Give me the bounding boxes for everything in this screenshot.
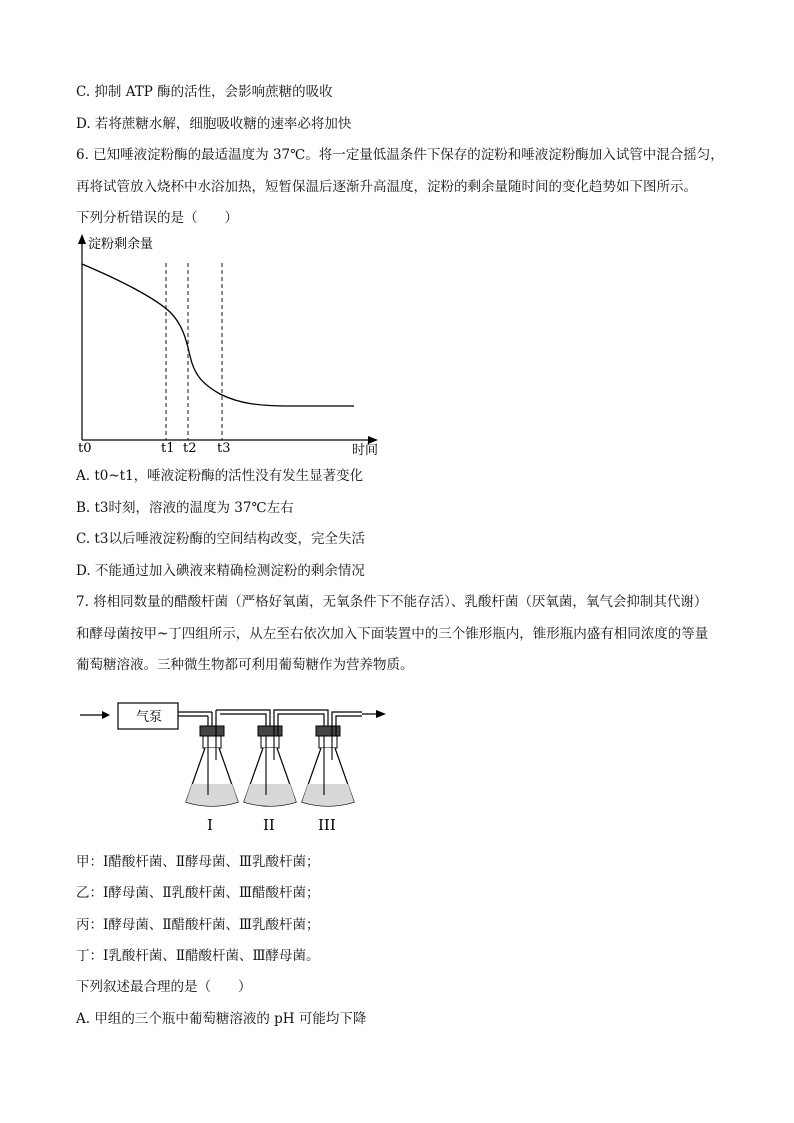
flask-apparatus-diagram (70, 690, 400, 835)
inlet-arrow-head (102, 711, 110, 719)
q7-ask: 下列叙述最合理的是（ ） (76, 979, 252, 995)
q7-group-bing: 丙：Ⅰ酵母菌、Ⅱ醋酸杆菌、Ⅲ乳酸杆菌； (76, 917, 320, 933)
option-c-prev: C. 抑制 ATP 酶的活性，会影响蔗糖的吸收 (76, 84, 333, 100)
q6-option-b: B. t3时刻，溶液的温度为 37℃左右 (76, 500, 294, 516)
q7-stem-line3: 葡萄糖溶液。三种微生物都可利用葡萄糖作为营养物质。 (76, 657, 414, 673)
q7-option-a: A. 甲组的三个瓶中葡萄糖溶液的 pH 可能均下降 (76, 1011, 367, 1027)
t2-label: t2 (183, 441, 197, 456)
tube-1-2-bridge (216, 710, 270, 726)
outlet-arrow-head (376, 710, 386, 718)
q6-option-c: C. t3以后唾液淀粉酶的空间结构改变，完全失活 (76, 531, 365, 547)
flask-1 (186, 712, 238, 806)
starch-remaining-graph (60, 228, 390, 460)
q7-group-yi: 乙：Ⅰ酵母菌、Ⅱ乳酸杆菌、Ⅲ醋酸杆菌； (76, 885, 320, 901)
flask-2 (244, 726, 296, 806)
outlet-tube (332, 712, 362, 736)
q7-group-ding: 丁：Ⅰ乳酸杆菌、Ⅱ醋酸杆菌、Ⅲ酵母菌。 (76, 948, 320, 964)
t1-label: t1 (161, 441, 175, 456)
flask-3 (302, 726, 354, 806)
q7-stem-line2: 和酵母菌按甲~丁四组所示，从左至右依次加入下面装置中的三个锥形瓶内，锥形瓶内盛有相同浓度的等量 (76, 626, 709, 642)
q6-option-a: A. t0~t1，唾液淀粉酶的活性没有发生显著变化 (76, 468, 364, 484)
y-axis-arrow (78, 234, 86, 244)
flask-label-1: I (207, 816, 213, 834)
air-pump-label: 气泵 (136, 710, 163, 725)
option-d-prev: D. 若将蔗糖水解，细胞吸收糖的速率必将加快 (76, 116, 352, 132)
q6-stem-line3: 下列分析错误的是（ ） (76, 210, 238, 226)
y-axis-label: 淀粉剩余量 (88, 237, 154, 252)
q6-stem-line1: 6. 已知唾液淀粉酶的最适温度为 37℃。将一定量低温条件下保存的淀粉和唾液淀粉酶加入试管中混合摇匀， (76, 147, 724, 163)
q6-option-d: D. 不能通过加入碘液来精确检测淀粉的剩余情况 (76, 563, 365, 579)
q6-stem-line2: 再将试管放入烧杯中水浴加热，短暂保温后逐渐升高温度，淀粉的剩余量随时间的变化趋势如下图所示。 (76, 179, 697, 195)
q7-group-jia: 甲：Ⅰ醋酸杆菌、Ⅱ酵母菌、Ⅲ乳酸杆菌； (76, 854, 320, 870)
t0-label: t0 (78, 441, 92, 456)
x-axis-label: 时间 (352, 443, 379, 458)
flask-label-2: II (263, 816, 275, 834)
t3-label: t3 (217, 441, 231, 456)
flask-label-3: III (318, 816, 336, 834)
starch-curve (82, 264, 354, 406)
q7-stem-line1: 7. 将相同数量的醋酸杆菌（严格好氧菌，无氧条件下不能存活）、乳酸杆菌（厌氧菌，氧气会抑制其代谢） (76, 594, 708, 610)
